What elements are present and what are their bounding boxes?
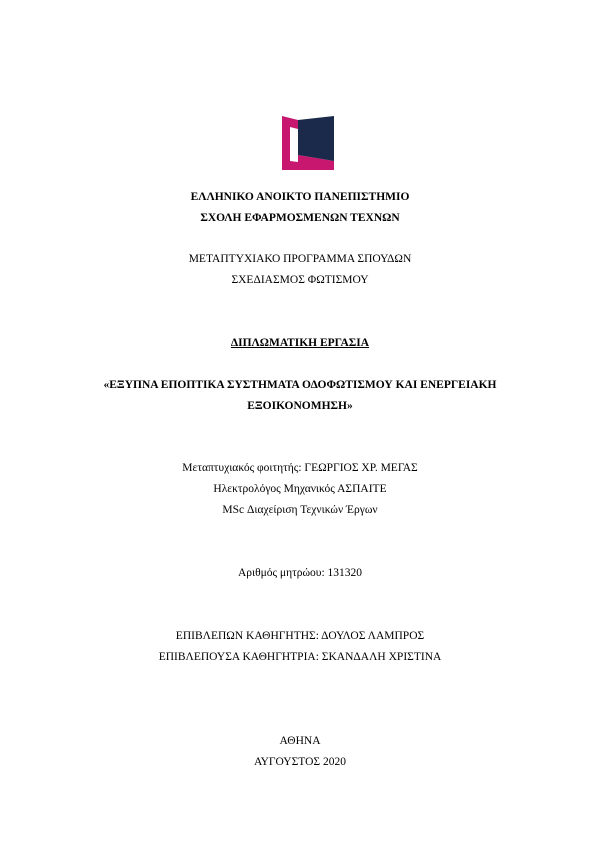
registration-number: Αριθμός μητρώου: 131320 [237,567,363,579]
student-profession: Ηλεκτρολόγος Μηχανικός ΑΣΠΑΙΤΕ [213,483,387,495]
supervisor: ΕΠΙΒΛΕΠΩΝ ΚΑΘΗΓΗΤΗΣ: ΔΟΥΛΟΣ ΛΑΜΠΡΟΣ [175,630,425,642]
date: ΑΥΓΟΥΣΤΟΣ 2020 [254,756,346,768]
program-specialization: ΣΧΕΔΙΑΣΜΟΣ ΦΩΤΙΣΜΟΥ [231,274,369,286]
school-name: ΣΧΟΛΗ ΕΦΑΡΜΟΣΜΕΝΩΝ ΤΕΧΝΩΝ [200,212,400,224]
city: ΑΘΗΝΑ [279,735,321,747]
university-logo-icon [281,115,335,171]
thesis-title-line-2: ΕΞΟΙΚΟΝΟΜΗΣΗ» [247,400,353,412]
thesis-type: ΔΙΠΛΩΜΑΤΙΚΗ ΕΡΓΑΣΙΑ [230,337,370,349]
university-logo [281,115,335,171]
co-supervisor: ΕΠΙΒΛΕΠΟΥΣΑ ΚΑΘΗΓΗΤΡΙΑ: ΣΚΑΝΔΑΛΗ ΧΡΙΣΤΙΝΑ [158,651,442,663]
thesis-title-line-1: «ΕΞΥΠΝΑ ΕΠΟΠΤΙΚΑ ΣΥΣΤΗΜΑΤΑ ΟΔΟΦΩΤΙΣΜΟΥ ΚΑΙ ΕΝΕΡΓΕΙΑΚΗ [103,379,497,391]
program-name: ΜΕΤΑΠΤΥΧΙΑΚΟ ΠΡΟΓΡΑΜΜΑ ΣΠΟΥΔΩΝ [188,253,412,265]
student-name: Μεταπτυχιακός φοιτητής: ΓΕΩΡΓΙΟΣ ΧΡ. ΜΕΓΑΣ [182,462,418,474]
university-name: ΕΛΛΗΝΙΚΟ ΑΝΟΙΚΤΟ ΠΑΝΕΠΙΣΤΗΜΙΟ [190,191,410,203]
student-degree: MSc Διαχείριση Τεχνικών Έργων [222,504,378,516]
